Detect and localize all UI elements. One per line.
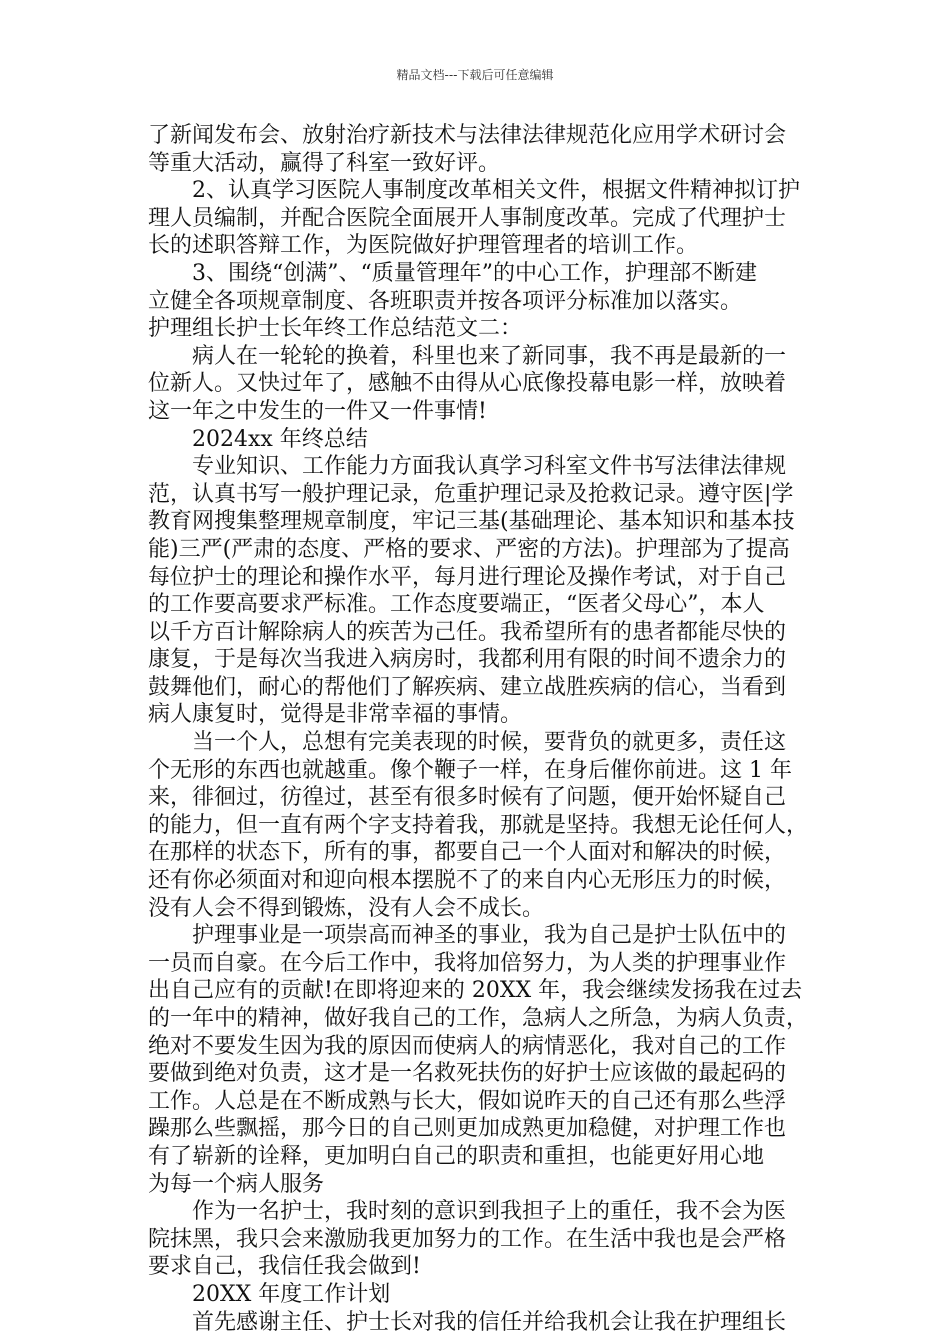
text-line: 的工作要高要求严标准。工作态度要端正，“医者父母心”，本人 xyxy=(148,592,765,618)
text-line: 躁那么些飘摇，那今日的自己则更加成熟更加稳健，对护理工作也 xyxy=(148,1116,787,1142)
text-line: 教育网搜集整理规章制度，牢记三基(基础理论、基本知识和基本技 xyxy=(148,509,795,535)
page-header: 精品文档---下载后可任意编辑 xyxy=(396,68,554,82)
text-line: 院抹黑，我只会来激励我更加努力的工作。在生活中我也是会严格 xyxy=(148,1226,787,1252)
text-line: 长的述职答辩工作，为医院做好护理管理者的培训工作。 xyxy=(148,233,699,259)
text-line: 要求自己，我信任我会做到! xyxy=(148,1254,421,1280)
text-line: 病人在一轮轮的换着，科里也来了新同事，我不再是最新的一 xyxy=(192,343,787,369)
text-line: 等重大活动，赢得了科室一致好评。 xyxy=(148,150,501,176)
text-line: 病人康复时，觉得是非常幸福的事情。 xyxy=(148,702,523,728)
text-line: 的一年中的精神，做好我自己的工作，急病人之所急，为病人负责， xyxy=(148,1006,809,1031)
text-line: 理人员编制，并配合医院全面展开人事制度改革。完成了代理护士 xyxy=(148,205,787,231)
text-line: 的能力，但一直有两个字支持着我，那就是坚持。我想无论任何人， xyxy=(148,812,809,838)
text-line: 绝对不要发生因为我的原因而使病人的病情恶化，我对自己的工作 xyxy=(148,1033,787,1059)
text-line: 2024xx 年终总结 xyxy=(192,426,368,452)
text-line: 护理组长护士长年终工作总结范文二： xyxy=(148,316,523,342)
text-line: 位新人。又快过年了，感触不由得从心底像投幕电影一样，放映着 xyxy=(148,371,787,397)
text-line: 还有你必须面对和迎向根本摆脱不了的来自内心无形压力的时候， xyxy=(148,868,787,894)
text-line: 护理事业是一项崇高而神圣的事业，我为自己是护士队伍中的 xyxy=(192,923,787,949)
text-line: 没有人会不得到锻炼，没有人会不成长。 xyxy=(148,895,545,921)
text-line: 在那样的状态下，所有的事，都要自己一个人面对和解决的时候， xyxy=(148,840,787,866)
text-line: 出自己应有的贡献!在即将迎来的 20XX 年，我会继续发扬我在过去 xyxy=(148,978,803,1004)
text-line: 2、认真学习医院人事制度改革相关文件，根据文件精神拟订护 xyxy=(192,178,800,204)
text-line: 当一个人，总想有完美表现的时候，要背负的就更多，责任这 xyxy=(192,730,787,756)
text-line: 要做到绝对负责，这才是一名救死扶伤的好护士应该做的最起码的 xyxy=(148,1061,787,1087)
text-line: 一员而自豪。在今后工作中，我将加倍努力，为人类的护理事业作 xyxy=(148,950,787,976)
text-line: 每位护士的理论和操作水平，每月进行理论及操作考试，对于自己 xyxy=(148,564,787,590)
text-line: 专业知识、工作能力方面我认真学习科室文件书写法律法律规 xyxy=(192,454,787,480)
document-body xyxy=(148,122,820,1336)
text-line: 个无形的东西也就越重。像个鞭子一样，在身后催你前进。这 1 年 xyxy=(148,757,792,783)
text-line: 以千方百计解除病人的疾苦为己任。我希望所有的患者都能尽快的 xyxy=(148,619,787,645)
text-line: 这一年之中发生的一件又一件事情! xyxy=(148,398,487,424)
text-line: 范，认真书写一般护理记录，危重护理记录及抢救记录。遵守医|学 xyxy=(148,481,794,507)
text-line: 了新闻发布会、放射治疗新技术与法律法律规范化应用学术研讨会 xyxy=(148,123,787,148)
text-line: 能)三严(严肃的态度、严格的要求、严密的方法)。护理部为了提高 xyxy=(148,536,790,562)
text-line: 有了崭新的诠释，更加明白自己的职责和重担，也能更好用心地 xyxy=(148,1143,765,1169)
text-line: 鼓舞他们，耐心的帮他们了解疾病、建立战胜疾病的信心，当看到 xyxy=(148,674,787,700)
text-line: 20XX 年度工作计划 xyxy=(192,1281,391,1307)
text-line: 为每一个病人服务 xyxy=(148,1171,325,1197)
text-line: 首先感谢主任、护士长对我的信任并给我机会让我在护理组长 xyxy=(192,1309,787,1335)
text-line: 3、围绕“创满”、“质量管理年”的中心工作，护理部不断建 xyxy=(192,260,757,286)
text-line: 立健全各项规章制度、各班职责并按各项评分标准加以落实。 xyxy=(148,288,743,314)
text-line: 康复，于是每次当我进入病房时，我都利用有限的时间不遗余力的 xyxy=(148,647,787,673)
text-line: 来，徘徊过，彷徨过，甚至有很多时候有了问题，便开始怀疑自己 xyxy=(148,785,787,811)
text-line: 作为一名护士，我时刻的意识到我担子上的重任，我不会为医 xyxy=(192,1199,787,1225)
text-line: 工作。人总是在不断成熟与长大，假如说昨天的自己还有那么些浮 xyxy=(148,1088,787,1114)
